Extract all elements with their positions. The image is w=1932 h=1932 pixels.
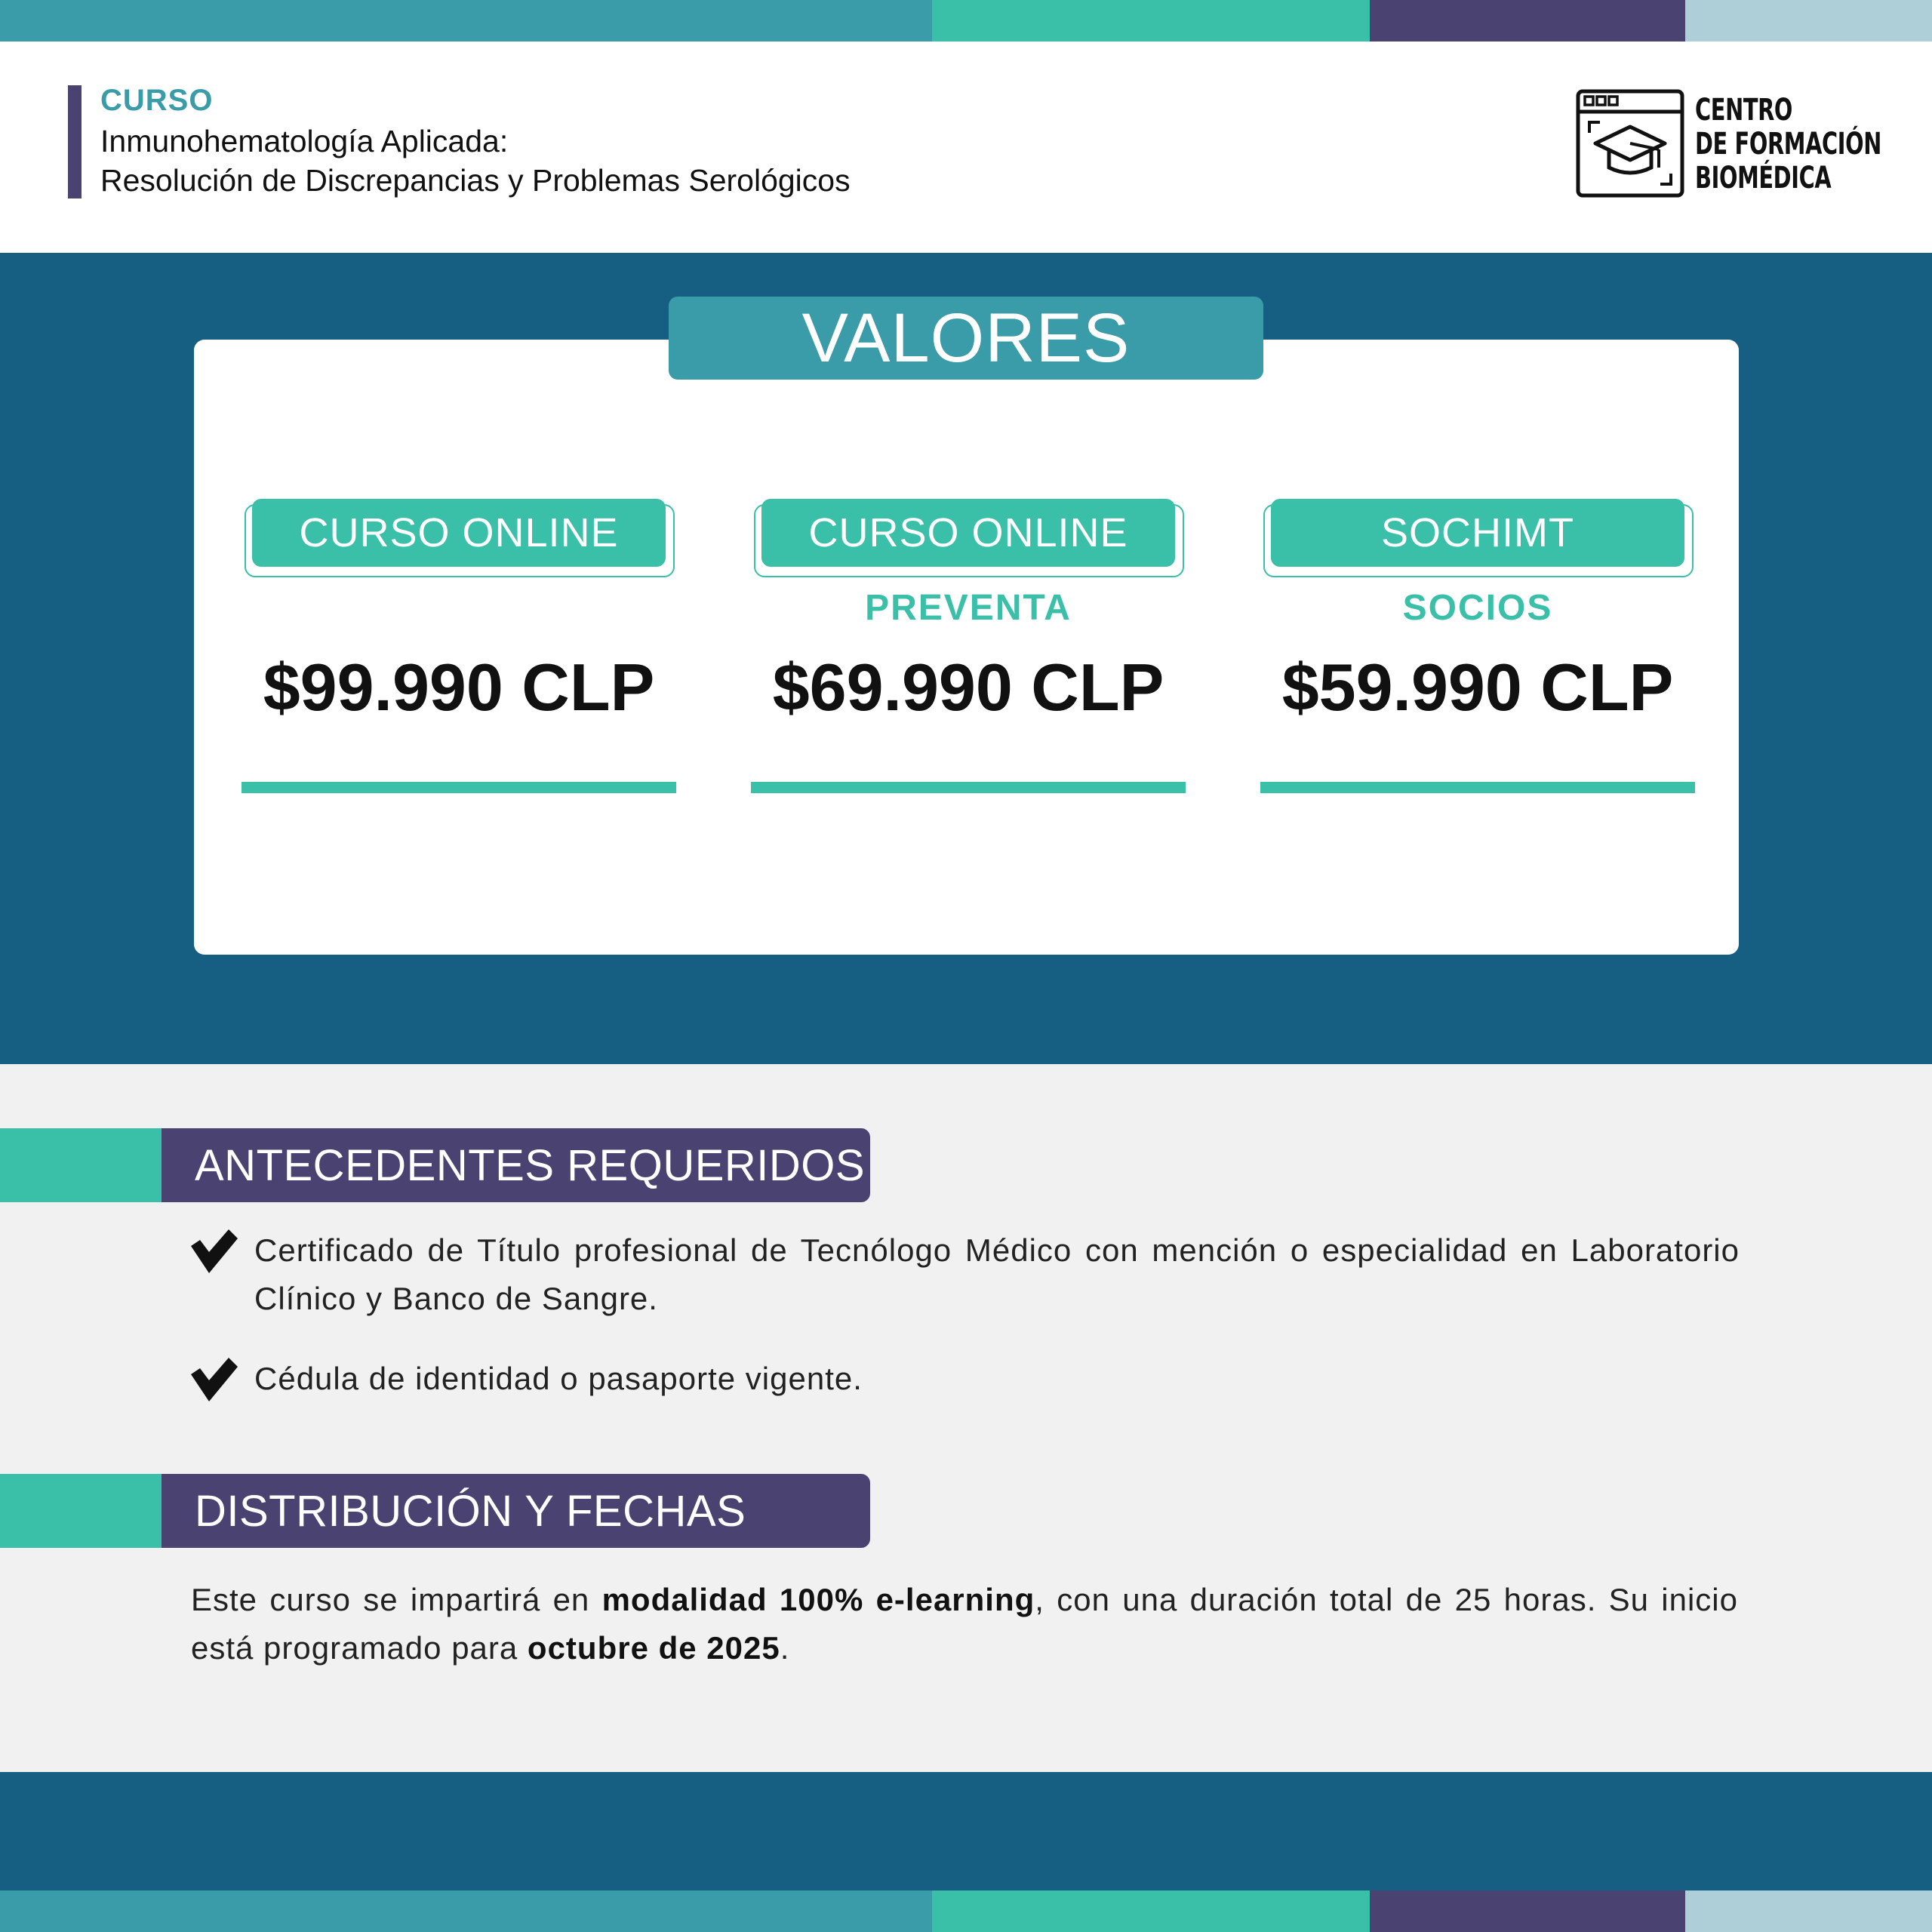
requirements-title: ANTECEDENTES REQUERIDOS (195, 1140, 866, 1190)
distribution-text-part: Este curso se impartirá en (191, 1582, 602, 1617)
requirements-heading (0, 1128, 870, 1202)
distribution-title: DISTRIBUCIÓN Y FECHAS (195, 1486, 746, 1536)
course-title-line-1: Inmunohematología Aplicada: (100, 124, 509, 158)
distribution-heading (0, 1474, 870, 1548)
distribution-modality: modalidad 100% e-learning (601, 1582, 1035, 1617)
plan-underline (1260, 782, 1695, 793)
requirement-text: Cédula de identidad o pasaporte vigente. (254, 1361, 863, 1396)
checkmark-icon (191, 1229, 238, 1273)
pricing-title: VALORES (669, 297, 1263, 380)
plan-subtitle: SOCIOS (1402, 588, 1553, 628)
header (0, 42, 1932, 253)
pricing-card (194, 340, 1739, 955)
plan-subtitle: PREVENTA (865, 588, 1072, 628)
plan-label: SOCHIMT (1271, 499, 1684, 567)
course-kicker: CURSO (100, 84, 214, 117)
plan-price: $59.990 CLP (1281, 650, 1674, 724)
distribution-text-part: , con una duración total de 25 horas. Su inicio está programado para (191, 1582, 1738, 1666)
plan-label: CURSO ONLINE (761, 499, 1175, 567)
plan-price: $69.990 CLP (772, 650, 1164, 724)
logo (1576, 89, 1882, 202)
requirement-text: Certificado de Título profesional de Tecnólogo Médico con mención o especialidad en Laboratorio Clínico y Banco de Sangre. (254, 1232, 1740, 1316)
top-color-stripe (0, 0, 1932, 42)
checkmark-icon (191, 1358, 238, 1401)
header-accent-bar (68, 85, 82, 198)
course-title (100, 122, 851, 200)
distribution-text-part: . (780, 1630, 790, 1666)
course-title-line-2: Resolución de Discrepancias y Problemas Serológicos (100, 163, 851, 198)
distribution-start-date: octubre de 2025 (527, 1630, 780, 1666)
plan-underline (751, 782, 1186, 793)
footer-band (0, 1772, 1932, 1890)
graduation-cap-browser-icon (1576, 89, 1684, 198)
logo-wordmark (1695, 94, 1881, 195)
logo-line-1: CENTRO (1695, 93, 1793, 128)
plan-price: $99.990 CLP (263, 650, 655, 724)
logo-line-2: DE FORMACIÓN (1695, 127, 1882, 162)
logo-line-3: BIOMÉDICA (1695, 161, 1832, 195)
distribution-text (191, 1576, 1738, 1672)
plan-label: CURSO ONLINE (252, 499, 666, 567)
plan-underline (242, 782, 676, 793)
bottom-color-stripe (0, 1890, 1932, 1932)
